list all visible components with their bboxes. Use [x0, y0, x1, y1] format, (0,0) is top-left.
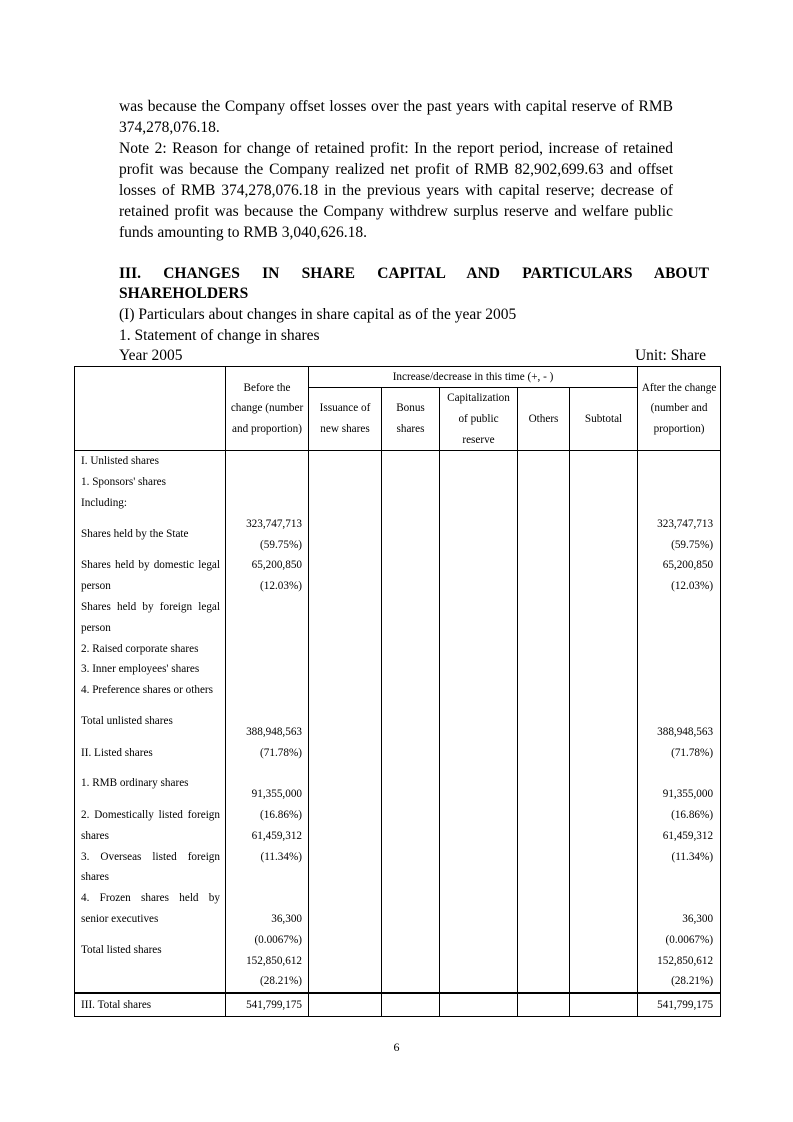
header-capitalization: Capitalization of public reserve [440, 388, 518, 451]
before-total-listed-pct: (28.21%) [260, 975, 302, 988]
total-capitalization [440, 993, 518, 1017]
before-rmb-pct: (16.86%) [260, 808, 302, 821]
column-after [638, 451, 721, 993]
before-total-shares: 541,799,175 [226, 993, 309, 1017]
before-frozen-num: 36,300 [271, 912, 302, 925]
row-labels [75, 451, 226, 993]
label-total-unlisted: Total unlisted shares [81, 714, 173, 727]
label-preference: 4. Preference shares or others [81, 684, 214, 697]
before-total-unlisted-pct: (71.78%) [260, 746, 302, 759]
column-capitalization [440, 451, 518, 993]
subheading-statement: 1. Statement of change in shares [119, 327, 320, 344]
before-total-listed-num: 152,850,612 [246, 954, 302, 967]
column-subtotal [570, 451, 638, 993]
label-state: Shares held by the State [81, 527, 189, 540]
label-frozen: 4. Frozen shares held by senior executives [81, 892, 220, 925]
share-change-table [74, 366, 720, 1017]
header-subtotal: Subtotal [570, 388, 638, 451]
after-domestic-legal-pct: (12.03%) [671, 580, 714, 593]
label-unlisted: I. Unlisted shares [81, 455, 159, 468]
unit-label: Unit: Share [634, 347, 706, 364]
total-bonus [382, 993, 440, 1017]
paragraph-note1-continued: was because the Company offset losses over the past years with capital reserve of RMB 374,278,076.18. [119, 98, 673, 136]
after-total-shares: 541,799,175 [638, 993, 721, 1017]
after-rmb-num: 91,355,000 [662, 788, 714, 801]
after-frozen-num: 36,300 [682, 912, 714, 925]
label-foreign-legal: Shares held by foreign legal person [81, 600, 220, 634]
header-increase-group: Increase/decrease in this time (+, - ) [309, 367, 638, 388]
header-before: Before the change (number and proportion) [226, 367, 309, 451]
before-frozen-pct: (0.0067%) [254, 933, 302, 946]
after-rmb-pct: (16.86%) [671, 808, 714, 821]
header-bonus: Bonus shares [382, 388, 440, 451]
section-heading [119, 264, 709, 304]
page-number: 6 [393, 1040, 400, 1054]
label-listed: II. Listed shares [81, 746, 153, 759]
before-domestic-legal-num: 65,200,850 [251, 559, 302, 572]
label-including: Including: [81, 496, 127, 509]
before-domestic-legal-pct: (12.03%) [260, 580, 302, 593]
total-subtotal [570, 993, 638, 1017]
header-blank [75, 367, 226, 451]
column-issuance [309, 451, 382, 993]
label-domestic-foreign: 2. Domestically listed foreign shares [81, 808, 220, 842]
column-bonus [382, 451, 440, 993]
header-issuance: Issuance of new shares [309, 388, 382, 451]
after-domestic-legal-num: 65,200,850 [662, 559, 714, 572]
label-total-listed: Total listed shares [81, 943, 162, 956]
after-total-unlisted-num: 388,948,563 [657, 725, 714, 738]
column-others [518, 451, 570, 993]
total-issuance [309, 993, 382, 1017]
before-domestic-foreign-num: 61,459,312 [251, 829, 302, 842]
after-state-pct: (59.75%) [671, 538, 714, 551]
label-inner: 3. Inner employees' shares [81, 663, 200, 676]
after-total-unlisted-pct: (71.78%) [671, 746, 714, 759]
subheading-particulars: (I) Particulars about changes in share capital as of the year 2005 [119, 306, 517, 323]
before-rmb-num: 91,355,000 [251, 788, 302, 801]
label-raised: 2. Raised corporate shares [81, 642, 199, 655]
after-frozen-pct: (0.0067%) [665, 933, 714, 946]
section-heading-line2: SHAREHOLDERS [119, 285, 249, 302]
before-state-pct: (59.75%) [260, 538, 302, 551]
before-total-unlisted-num: 388,948,563 [246, 725, 302, 738]
after-domestic-foreign-pct: (11.34%) [671, 850, 714, 863]
paragraph-note2: Note 2: Reason for change of retained profit: In the report period, increase of retained profit was because the Company realized net profit of RMB 82,902,699.63 and offset losses of RMB 374,278,076.18 in the previous years with capital reserve; decrease of retained profit was because the Company withdrew surplus reserve and welfare public funds amounting to RMB 3,040,626.18. [119, 140, 673, 241]
label-rmb: 1. RMB ordinary shares [81, 777, 189, 790]
after-total-listed-num: 152,850,612 [657, 954, 714, 967]
after-domestic-foreign-num: 61,459,312 [662, 829, 714, 842]
total-others [518, 993, 570, 1017]
year-label: Year 2005 [119, 347, 183, 364]
after-state-num: 323,747,713 [657, 517, 714, 530]
before-state-num: 323,747,713 [246, 517, 302, 530]
column-before [226, 451, 309, 993]
after-total-listed-pct: (28.21%) [671, 975, 714, 988]
header-after: After the change (number and proportion) [638, 367, 721, 451]
label-sponsors: 1. Sponsors' shares [81, 476, 166, 489]
label-overseas: 3. Overseas listed foreign shares [81, 850, 220, 884]
before-domestic-foreign-pct: (11.34%) [260, 850, 302, 863]
header-others: Others [518, 388, 570, 451]
section-heading-line1: III. CHANGES IN SHARE CAPITAL AND PARTICULARS ABOUT [119, 265, 709, 282]
label-domestic-legal: Shares held by domestic legal person [81, 559, 220, 593]
label-total-shares: III. Total shares [75, 993, 226, 1017]
